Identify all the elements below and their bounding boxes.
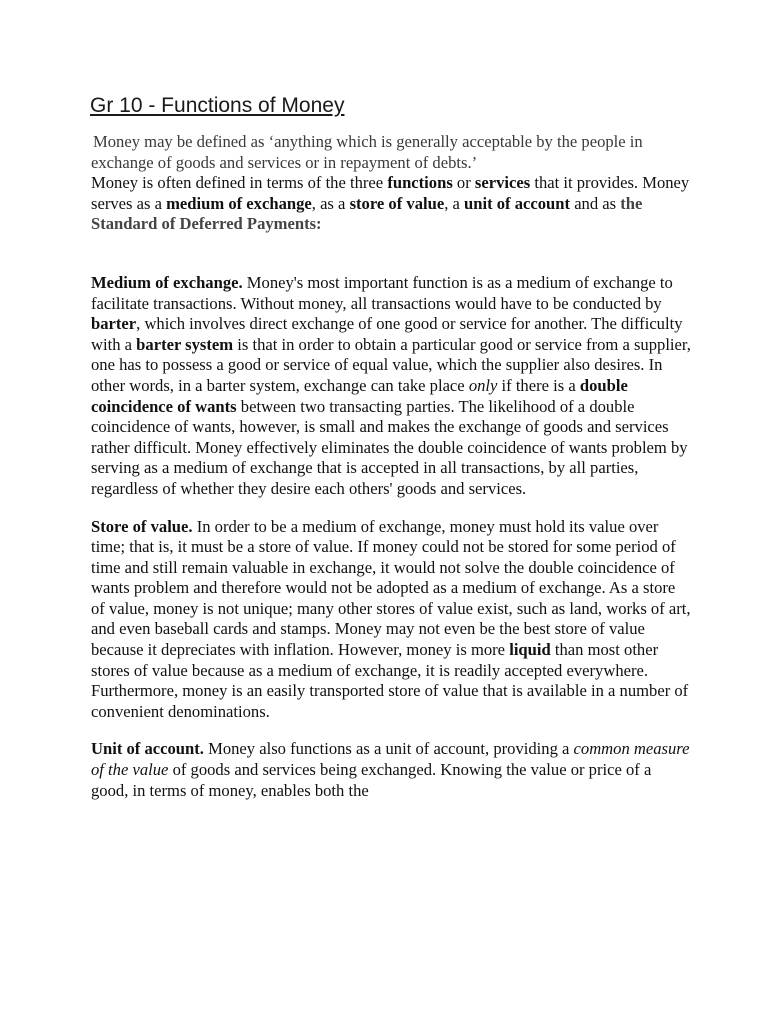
- medium-of-exchange-paragraph: [91, 273, 691, 500]
- store-text-1: In order to be a medium of exchange, money must hold its value over time; that is, it must be a store of value. If money could not be stored for some period of time and still remain valuable in exchange, it would not solve the double coincidence of wants problem and therefore would not be adopted as a medium of exchange. As a store of value, money is not unique; many other stores of value exist, such as land, works of art, and even baseball cards and stamps. Money may not even be the best store of value because it depreciates with inflation. However, money is more: [91, 516, 691, 660]
- medium-text-3: is that in order to obtain a particular good or service from a supplier, one has to possess a good or service of equal value, which the supplier also desires. In other words, in a barter system, exchange can take place: [91, 334, 691, 395]
- medium-text-5: between two transacting parties. The likelihood of a double coincidence of wants, however, is small and makes the exchange of goods and services rather difficult. Money effectively eliminates the double coincidence of wants problem by serving as a medium of exchange that is accepted in all transactions, by all parties, regardless of whether they desire each others' goods and services.: [91, 396, 688, 498]
- intro-text-1: Money is often defined in terms of the three: [91, 173, 388, 193]
- intro-text-4: , as a: [311, 193, 350, 213]
- store-of-value-paragraph: [91, 517, 691, 723]
- unit-text-1: Money also functions as a unit of account, providing a: [203, 739, 574, 759]
- store-text-2: than most other stores of value because as a medium of exchange, it is readily accepted everywhere. Furthermore, money is an easily transported store of value that is available in a number of convenient denominations.: [91, 640, 689, 721]
- medium-text-2: , which involves direct exchange of one good or service for another. The difficulty with a: [91, 314, 683, 354]
- intro-text-2: or: [452, 173, 475, 193]
- term-only: only: [468, 375, 498, 395]
- term-liquid: liquid: [509, 640, 551, 660]
- document-page: [91, 92, 691, 801]
- unit-of-account-paragraph: [91, 739, 691, 801]
- intro-text-3: that it provides. Money serves as a: [91, 173, 690, 213]
- medium-text-4: if there is a: [497, 375, 580, 395]
- medium-of-exchange-heading: Medium of exchange.: [91, 272, 243, 292]
- unit-of-account-heading: Unit of account.: [91, 739, 204, 759]
- store-of-value-heading: Store of value.: [91, 516, 193, 536]
- term-functions: functions: [387, 173, 453, 193]
- term-double-coincidence: double coincidence of wants: [91, 375, 628, 416]
- term-store-of-value: store of value: [349, 193, 445, 213]
- page-title: Gr 10 - Functions of Money: [90, 94, 345, 117]
- intro-text-6: and as: [570, 193, 621, 213]
- term-standard-deferred-payments: the Standard of Deferred Payments:: [91, 193, 643, 234]
- term-medium-of-exchange: medium of exchange: [166, 193, 312, 213]
- term-unit-of-account: unit of account: [464, 193, 571, 213]
- intro-text-5: , a: [444, 193, 465, 213]
- term-barter: barter: [91, 314, 137, 334]
- money-definition-quote: Money may be defined as ‘anything which is generally acceptable by the people in exchange of goods and services or in repayment of debts.’: [91, 132, 643, 172]
- term-services: services: [474, 173, 531, 193]
- unit-text-2: of goods and services being exchanged. Knowing the value or price of a good, in terms of money, enables both the: [91, 760, 652, 800]
- medium-text-1: Money's most important function is as a medium of exchange to facilitate transactions. Without money, all transactions would have to be conducted by: [91, 272, 673, 313]
- term-barter-system: barter system: [136, 334, 234, 354]
- term-common-measure: common measure of the value: [91, 739, 690, 780]
- intro-paragraph: [91, 132, 691, 235]
